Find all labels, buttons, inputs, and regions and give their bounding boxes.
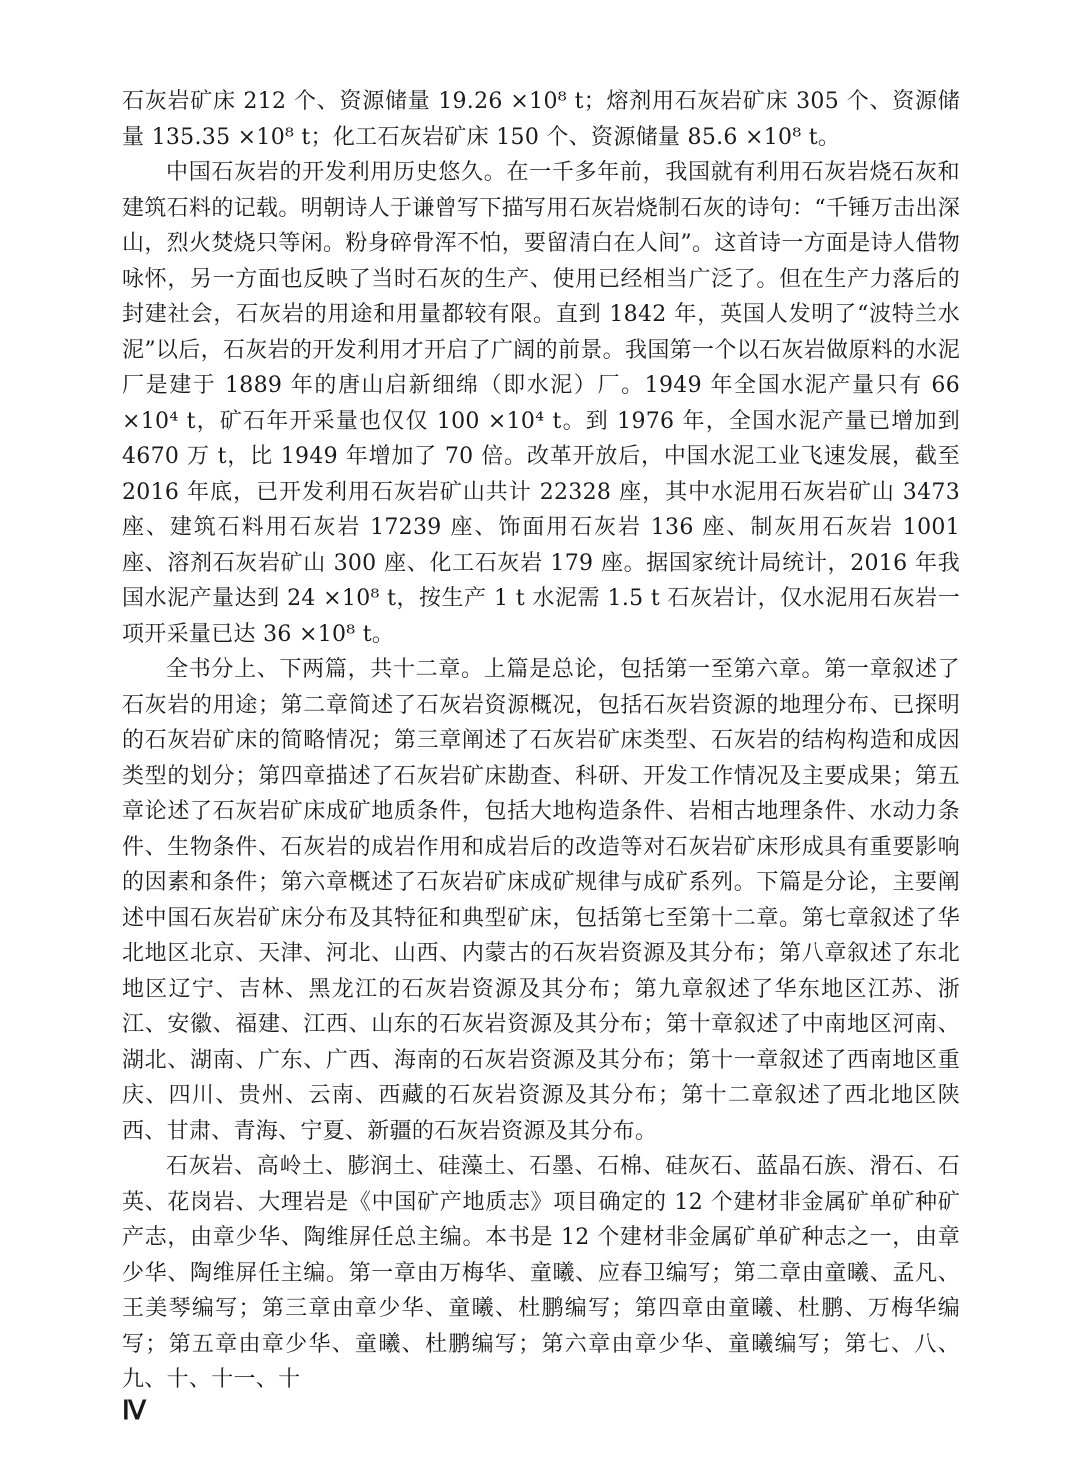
paragraph-2: 中国石灰岩的开发利用历史悠久。在一千多年前，我国就有利用石灰岩烧石灰和建筑石料的记载。明朝诗人于谦曾写下描写用石灰岩烧制石灰的诗句：“千锤万击出深山，烈火焚烧只等闲。粉身碎骨浑不怕，要留清白在人间”。这首诗一方面是诗人借物咏怀，另一方面也反映了当时石灰的生产、使用已经相当广泛了。但在生产力落后的封建社会，石灰岩的用途和用量都较有限。直到 1842 年，英国人发明了“波特兰水泥”以后，石灰岩的开发利用才开启了广阔的前景。我国第一个以石灰岩做原料的水泥厂是建于 1889 年的唐山启新细绵（即水泥）厂。1949 年全国水泥产量只有 66 ×10⁴ t，矿石年开采量也仅仅 100 ×10⁴ t。到 1976 年，全国水泥产量已增加到 4670 万 t，比 1949 年增加了 70 倍。改革开放后，中国水泥工业飞速发展，截至 2016 年底，已开发利用石灰岩矿山共计 22328 座，其中水泥用石灰岩矿山 3473 座、建筑石料用石灰岩 17239 座、饰面用石灰岩 136 座、制灰用石灰岩 1001 座、溶剂石灰岩矿山 300 座、化工石灰岩 179 座。据国家统计局统计，2016 年我国水泥产量达到 24 ×10⁸ t，按生产 1 t 水泥需 1.5 t 石灰岩计，仅水泥用石灰岩一项开采量已达 36 ×10⁸ t。 [122,160,960,647]
paragraph-1: 石灰岩矿床 212 个、资源储量 19.26 ×10⁸ t；熔剂用石灰岩矿床 305 个、资源储量 135.35 ×10⁸ t；化工石灰岩矿床 150 个、资源储量 85.6 ×10⁸ t。 [122,89,960,150]
document-page [122,84,960,1398]
page-number: Ⅳ [122,1396,147,1425]
paragraph-4: 石灰岩、高岭土、膨润土、硅藻土、石墨、石棉、硅灰石、蓝晶石族、滑石、石英、花岗岩、大理岩是《中国矿产地质志》项目确定的 12 个建材非金属矿单矿种矿产志，由章少华、陶维屏任总主编。本书是 12 个建材非金属矿单矿种志之一，由章少华、陶维屏任主编。第一章由万梅华、童曦、应春卫编写；第二章由童曦、孟凡、王美琴编写；第三章由章少华、童曦、杜鹏编写；第四章由童曦、杜鹏、万梅华编写；第五章由章少华、童曦、杜鹏编写；第六章由章少华、童曦编写；第七、八、九、十、十一、十 [122,1154,960,1392]
paragraph-3: 全书分上、下两篇，共十二章。上篇是总论，包括第一至第六章。第一章叙述了石灰岩的用途；第二章简述了石灰岩资源概况，包括石灰岩资源的地理分布、已探明的石灰岩矿床的简略情况；第三章阐述了石灰岩矿床类型、石灰岩的结构构造和成因类型的划分；第四章描述了石灰岩矿床勘查、科研、开发工作情况及主要成果；第五章论述了石灰岩矿床成矿地质条件，包括大地构造条件、岩相古地理条件、水动力条件、生物条件、石灰岩的成岩作用和成岩后的改造等对石灰岩矿床形成具有重要影响的因素和条件；第六章概述了石灰岩矿床成矿规律与成矿系列。下篇是分论，主要阐述中国石灰岩矿床分布及其特征和典型矿床，包括第七至第十二章。第七章叙述了华北地区北京、天津、河北、山西、内蒙古的石灰岩资源及其分布；第八章叙述了东北地区辽宁、吉林、黑龙江的石灰岩资源及其分布；第九章叙述了华东地区江苏、浙江、安徽、福建、江西、山东的石灰岩资源及其分布；第十章叙述了中南地区河南、湖北、湖南、广东、广西、海南的石灰岩资源及其分布；第十一章叙述了西南地区重庆、四川、贵州、云南、西藏的石灰岩资源及其分布；第十二章叙述了西北地区陕西、甘肃、青海、宁夏、新疆的石灰岩资源及其分布。 [122,657,960,1144]
